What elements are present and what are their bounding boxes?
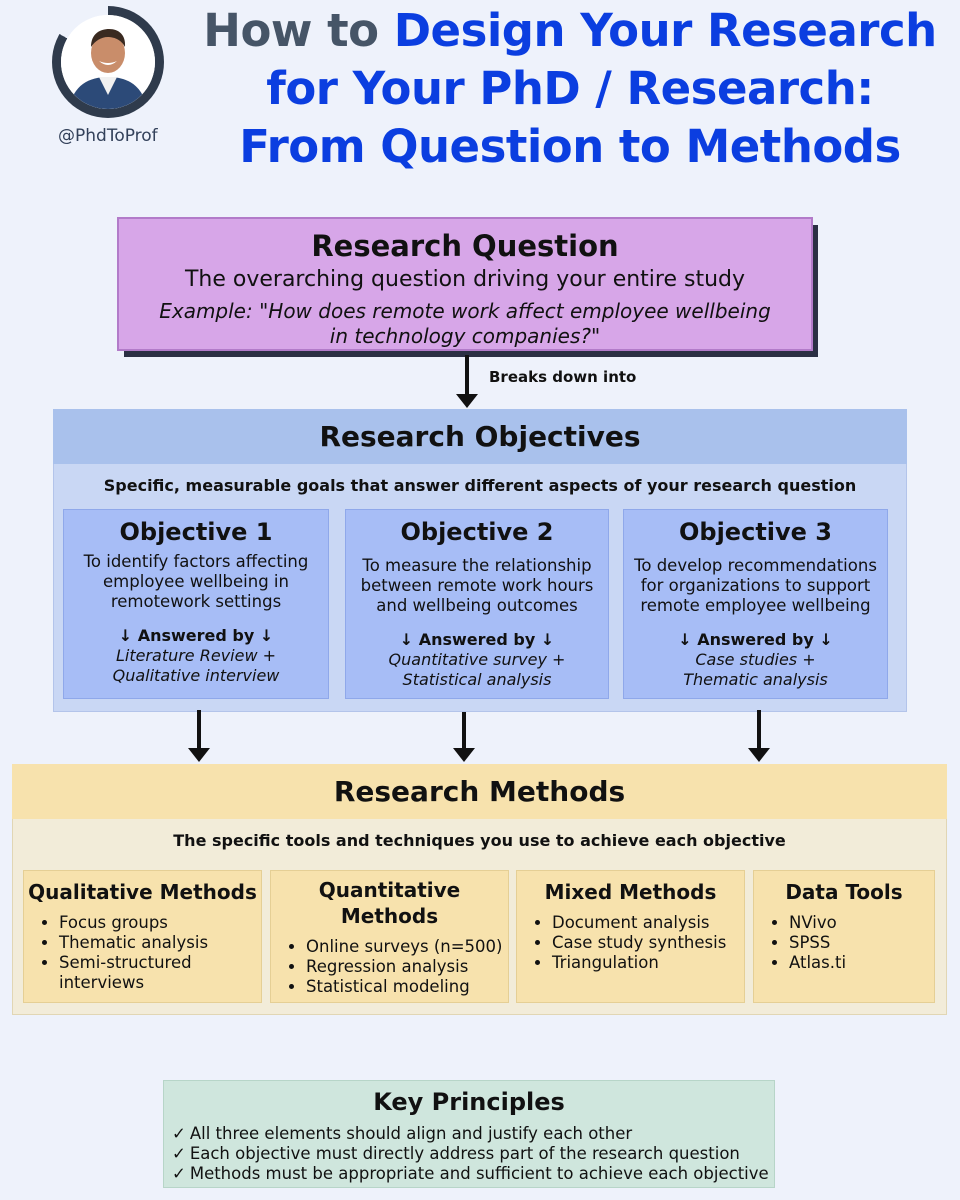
list-item: • Online surveys (n=500) [306, 937, 508, 957]
objective-text-line: To identify factors affecting [83, 552, 309, 571]
connector-arrow-line [757, 710, 761, 750]
title-lead: How to [203, 4, 394, 57]
check-icon: ✓ [172, 1164, 186, 1183]
objective-method-line: Qualitative interview [112, 666, 280, 685]
methods-description: The specific tools and techniques you use to achieve each objective [173, 831, 786, 850]
objective-card-3 [623, 509, 888, 699]
objective-title: Objective 3 [679, 518, 832, 546]
arrow-down-icon [748, 748, 770, 762]
list-item: • Regression analysis [306, 957, 508, 977]
principle-item [172, 1124, 774, 1144]
objective-method-line: Case studies + [695, 650, 816, 669]
methods-card-quantitative [270, 870, 509, 1003]
objective-text-line: employee wellbeing in [103, 572, 289, 591]
objective-text-line: To develop recommendations [634, 556, 877, 575]
list-item: • Focus groups [59, 913, 261, 933]
objective-methods [64, 646, 328, 686]
methods-card-title: Quantitative Methods [318, 878, 461, 928]
list-item: • Case study synthesis [552, 933, 744, 953]
arrow-down-icon [453, 748, 475, 762]
author-avatar [52, 6, 164, 118]
objectives-description: Specific, measurable goals that answer different aspects of your research question [103, 476, 857, 495]
objective-text-line: To measure the relationship [362, 556, 592, 575]
answered-by-label: ↓ Answered by ↓ [678, 630, 833, 649]
objective-text-line: remote employee wellbeing [640, 596, 871, 615]
research-question-example [119, 299, 811, 349]
page-title [180, 2, 960, 176]
title-line-3: From Question to Methods [239, 120, 901, 173]
principle-item [172, 1144, 774, 1164]
list-item: • Atlas.ti [789, 953, 934, 973]
methods-list [24, 913, 261, 993]
objective-method-line: Quantitative survey + [388, 650, 566, 669]
example-line: in technology companies?" [329, 324, 601, 348]
methods-list [754, 913, 934, 973]
research-question-box [117, 217, 813, 351]
research-question-subtitle: The overarching question driving your entire study [184, 267, 746, 292]
title-line-1 [180, 2, 960, 60]
objective-text [624, 556, 887, 616]
methods-card-qualitative [23, 870, 262, 1003]
methods-card-title: Qualitative Methods [28, 880, 257, 904]
principle-text: Each objective must directly address part of the research question [189, 1144, 740, 1163]
objective-text-line: remotework settings [110, 592, 282, 611]
author-handle: @PhdToProf [58, 126, 158, 146]
key-principles-title: Key Principles [373, 1088, 565, 1116]
list-item: • Triangulation [552, 953, 744, 973]
objective-card-1 [63, 509, 329, 699]
objectives-title: Research Objectives [53, 409, 907, 464]
objective-text [346, 556, 608, 616]
research-question-title: Research Question [311, 229, 619, 263]
title-line-2: for Your PhD / Research: [266, 62, 874, 115]
answered-by-label: ↓ Answered by ↓ [118, 626, 274, 645]
arrow-down-icon [456, 394, 478, 408]
objective-text [64, 552, 328, 612]
list-item: • NVivo [789, 913, 934, 933]
person-icon [61, 15, 155, 109]
list-item: • Statistical modeling [306, 977, 508, 997]
methods-list [271, 937, 508, 997]
check-icon: ✓ [172, 1124, 186, 1143]
key-principles-list [164, 1124, 774, 1184]
connector-arrow-line [197, 710, 201, 750]
principle-item [172, 1164, 774, 1184]
answered-by-label: ↓ Answered by ↓ [399, 630, 555, 649]
objective-title: Objective 1 [119, 518, 273, 546]
avatar-photo [61, 15, 155, 109]
list-item: • Thematic analysis [59, 933, 261, 953]
objective-method-line: Statistical analysis [402, 670, 552, 689]
connector-arrow-line [462, 712, 466, 750]
title-highlight: Design Your Research [393, 4, 937, 57]
objective-title: Objective 2 [400, 518, 554, 546]
methods-list [517, 913, 744, 973]
objective-method-line: Thematic analysis [683, 670, 828, 689]
connector-label: Breaks down into [489, 368, 637, 386]
methods-card-title: Data Tools [785, 880, 903, 904]
objective-methods [346, 650, 608, 690]
key-principles-box [163, 1080, 775, 1188]
objective-text-line: and wellbeing outcomes [376, 596, 578, 615]
objective-method-line: Literature Review + [115, 646, 277, 665]
objective-text-line: between remote work hours [360, 576, 594, 595]
objective-methods [624, 650, 887, 690]
example-line: Example: "How does remote work affect employee wellbeing [159, 299, 771, 323]
principle-text: Methods must be appropriate and sufficient to achieve each objective [189, 1164, 769, 1183]
methods-card-mixed [516, 870, 745, 1003]
methods-card-data-tools [753, 870, 935, 1003]
arrow-down-icon [188, 748, 210, 762]
methods-card-title: Mixed Methods [544, 880, 717, 904]
principle-text: All three elements should align and justify each other [189, 1124, 633, 1143]
check-icon: ✓ [172, 1144, 186, 1163]
objective-card-2 [345, 509, 609, 699]
list-item: • Semi-structured interviews [59, 953, 261, 993]
list-item: • Document analysis [552, 913, 744, 933]
connector-arrow-line [465, 355, 469, 397]
list-item: • SPSS [789, 933, 934, 953]
objective-text-line: for organizations to support [640, 576, 871, 595]
methods-title: Research Methods [12, 764, 947, 819]
